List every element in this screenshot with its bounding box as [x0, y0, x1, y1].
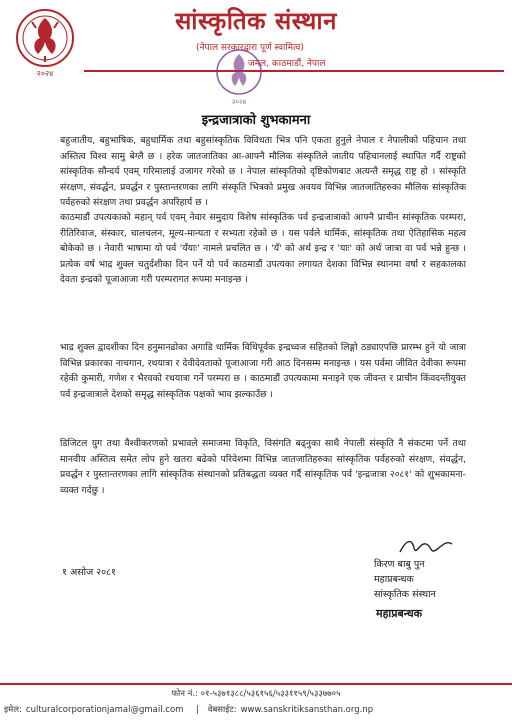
- organization-name: सांस्कृतिक संस्थान: [175, 7, 337, 35]
- header-divider: [84, 70, 504, 72]
- footer-website-label: वेबसाईट:: [207, 705, 237, 715]
- paragraph-indrajatra-origin: काठमाडौं उपत्यकाको महान् पर्व एवम् नेवार समुदाय विशेष सांस्कृतिक पर्व इन्द्रजात्राको आफ्नै प्राचीन सांस्कृतिक परम्परा, रीतिरिवाज, संस्कार, चालचलन, मूल्य-मान्यता र सभ्यता रहेको छ । यस पर्वले धार्मिक, सांस्कृतिक तथा ऐतिहासिक महत्व बोकेको छ । नेवारी भाषामा यो पर्व 'यँयाः' नामले प्रचलित छ । 'यँ' को अर्थ इन्द्र र 'याः' को अर्थ जात्रा वा पर्व भन्ने हुन्छ । प्रत्येक वर्ष भाद्र शुक्ल चतुर्दशीका दिन पर्ने यो पर्व काठमाडौं उपत्यका लगायत देशका विभिन्न स्थानमा वर्षा र सहकालका देवता इन्द्रको पूजाआजा गरी परम्परागत रूपमा मनाइन्छ ।: [60, 212, 466, 286]
- page-title: इन्द्रजात्राको शुभकामना: [201, 113, 311, 128]
- organization-logo: [14, 6, 76, 80]
- footer-email-label: इमेल:: [4, 705, 22, 715]
- footer-phone: फोन नं.: ०१-५३७१३८८/५३६१५६/५३३११५९/५३३७७०५: [171, 689, 341, 699]
- organization-address: जमल, काठमाडौं, नेपाल: [248, 59, 326, 69]
- footer-contact: इमेल: culturalcorporationjamal@gmail.com | वेबसाईट: www.sanskritiksansthan.org.np: [4, 705, 374, 715]
- footer-divider: [0, 683, 512, 685]
- paragraph-greeting: डिजिटल युग तथा वैश्वीकरणको प्रभावले समाजमा विकृति, विसंगति बढ्नुका साथै नेपाली संस्कृति नै संकटमा पर्ने तथा मानवीय अस्तित्व समेत लोप हुने खतरा बढेको परिवेशमा विभिन्न जातजातिहरुका सांस्कृतिक पर्वहरुको संरक्षण, संवर्द्धन, प्रवर्द्धन र पुस्तान्तरणका लागि सांस्कृतिक संस्थानको प्रतिबद्धता व्यक्त गर्दै सांस्कृतिक पर्व 'इन्द्रजात्रा २०८१' को शुभकामना-व्यक्त गर्दछु ।: [60, 438, 466, 496]
- letter-date: १ असोज २०८१: [62, 567, 116, 578]
- signatory-position: महाप्रबन्धक: [374, 574, 414, 585]
- official-seal: [214, 44, 264, 108]
- footer-email[interactable]: culturalcorporationjamal@gmail.com: [25, 705, 184, 715]
- handwritten-signature: [396, 534, 456, 558]
- paragraph-festival-rituals: भाद्र शुक्ल द्वादशीका दिन हनुमानढोका अगाडि धार्मिक विधिपूर्वक इन्द्रध्वज सहितको लिङ्गो ठड्याएपछि प्रारम्भ हुने यो जात्रा विभिन्न प्रकारका नाचगान, रथयात्रा र देवीदेवताको पूजाआजा गरी आठ दिनसम्म मनाइन्छ । यस पर्वमा जीवित देवीका रूपमा रहेकी कुमारी, गणेश र भैरवको रथयात्रा गर्ने परम्परा छ । काठमाडौं उपत्यकामा मनाइने एक जीवन्त र प्राचीन किंवदन्तीयुक्त पर्व इन्द्रजात्राले देशको समृद्ध सांस्कृतिक पक्षको भाव झल्काउँछ ।: [60, 342, 466, 400]
- seal-year: २०२४: [231, 98, 247, 106]
- logo-year: २०२४: [36, 69, 54, 78]
- paragraph-diversity: बहुजातीय, बहुभाषिक, बहुधार्मिक तथा बहुसांस्कृतिक विविधता भित्र पनि एकता हुनुले नेपाल र नेपालीको पहिचान तथा अस्तित्व विश्व सामु बेग्लै छ । हरेक जातजातिका आ-आफ्नै मौलिक संस्कृतिले जातीय पहिचानलाई स्थापित गर्दै राष्ट्रको सांस्कृतिक सौन्दर्य एवम् गरिमालाई उजागर गरेको छ । नेपाल सांस्कृतिको दृष्टिकोणबाट अत्यन्तै समृद्ध राष्ट्र हो । सांस्कृति संरक्षण, संवर्द्धन, प्रवर्द्धन र पुस्तान्तरणका लागि संस्कृति भित्रको प्रमुख अवयव विभिन्न जातजातिहरुका मौलिक सांस्कृतिक पर्वहरुको संरक्षण तथा प्रवर्द्धन अपरिहार्य छ ।: [60, 135, 466, 209]
- footer-website[interactable]: www.sanskritiksansthan.org.np: [240, 705, 374, 715]
- signatory-block: [374, 557, 494, 602]
- signatory-organization: सांस्कृतिक संस्थान: [374, 589, 436, 600]
- signatory-stamp-title: महाप्रबन्धक: [376, 607, 423, 620]
- organization-subtitle: (नेपाल सरकारद्वारा पूर्ण स्वामित्व): [196, 43, 304, 53]
- signatory-name: किरण बाबु पुन: [374, 559, 425, 570]
